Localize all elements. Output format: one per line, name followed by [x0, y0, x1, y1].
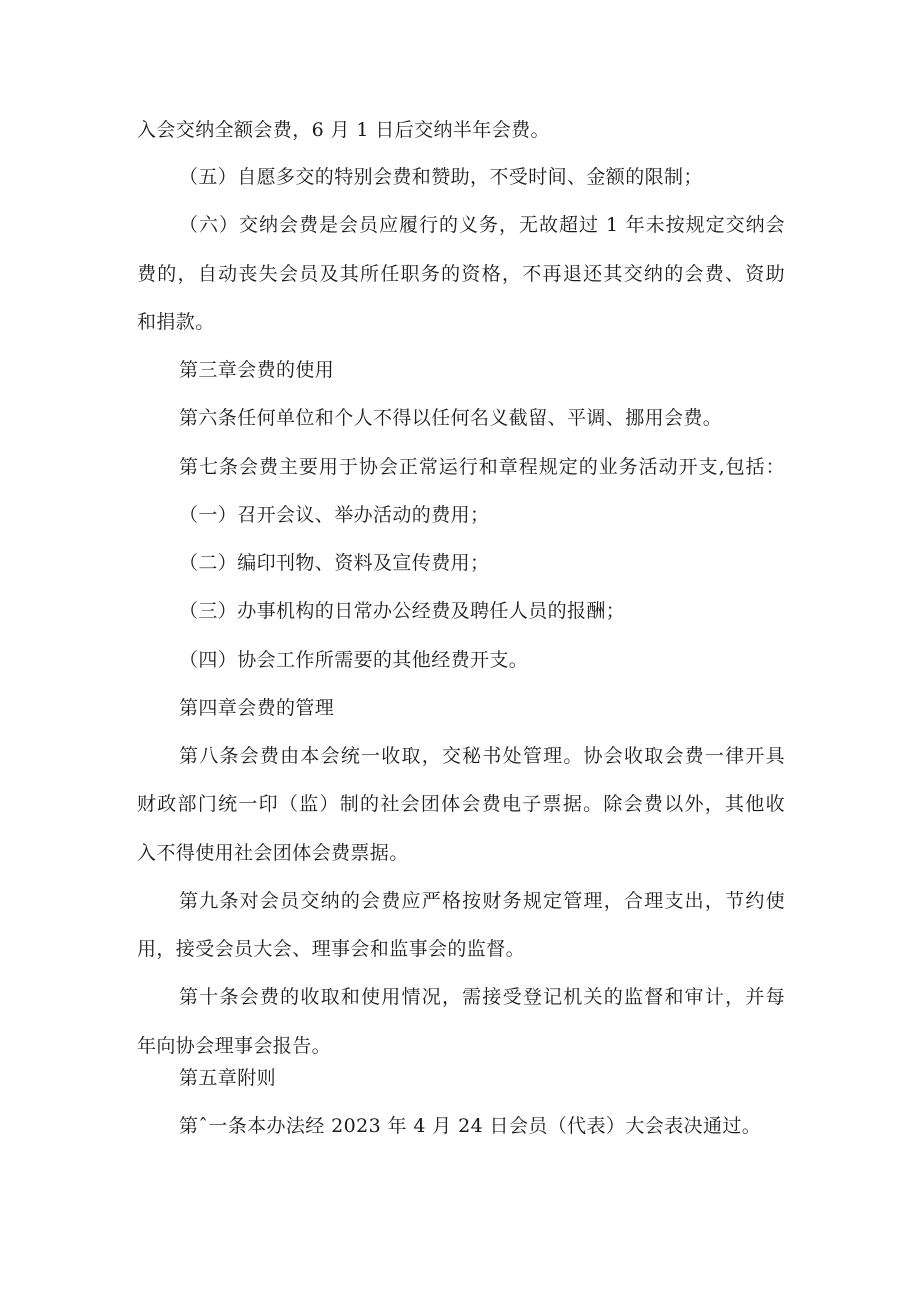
paragraph-line: （五）自愿多交的特别会费和赞助，不受时间、金额的限制； [179, 166, 703, 188]
paragraph-line: 第十条会费的收取和使用情况，需接受登记机关的监督和审计，并每 [179, 986, 785, 1008]
paragraph-line: 财政部门统一印（监）制的社会团体会费电子票据。除会费以外，其他收 [137, 793, 785, 815]
chapter-heading: 第四章会费的管理 [179, 697, 335, 719]
chapter-heading: 第五章附则 [179, 1067, 277, 1089]
paragraph-line: 用，接受会员大会、理事会和监事会的监督。 [137, 938, 526, 960]
list-item: （四）协会工作所需要的其他经费开支。 [179, 649, 529, 671]
list-item: （二）编印刊物、资料及宣传费用； [179, 552, 490, 574]
list-item: （一）召开会议、举办活动的费用； [179, 504, 490, 526]
chapter-heading: 第三章会费的使用 [179, 359, 335, 381]
paragraph-line: 入不得使用社会团体会费票据。 [137, 842, 409, 864]
paragraph-line: 和捐款。 [137, 311, 215, 333]
paragraph-line: 第七条会费主要用于协会正常运行和章程规定的业务活动开支,包括： [179, 456, 785, 478]
paragraph-line: 入会交纳全额会费，6 月 1 日后交纳半年会费。 [137, 119, 550, 141]
paragraph-line: 第八条会费由本会统一收取，交秘书处管理。协会收取会费一律开具 [179, 745, 785, 767]
paragraph-line: 费的，自动丧失会员及其所任职务的资格，不再退还其交纳的会费、资助 [137, 263, 785, 285]
paragraph-line: 第九条对会员交纳的会费应严格按财务规定管理，合理支出，节约使 [179, 890, 785, 912]
paragraph-line: 第六条任何单位和个人不得以任何名义截留、平调、挪用会费。 [179, 407, 723, 429]
paragraph-line: （六）交纳会费是会员应履行的义务，无故超过 1 年未按规定交纳会 [179, 214, 785, 236]
list-item: （三）办事机构的日常办公经费及聘任人员的报酬； [179, 600, 626, 622]
paragraph-line: 年向协会理事会报告。 [137, 1035, 332, 1057]
paragraph-line: 第ˆ一条本办法经 2023 年 4 月 24 日会员（代表）大会表决通过。 [179, 1115, 762, 1137]
